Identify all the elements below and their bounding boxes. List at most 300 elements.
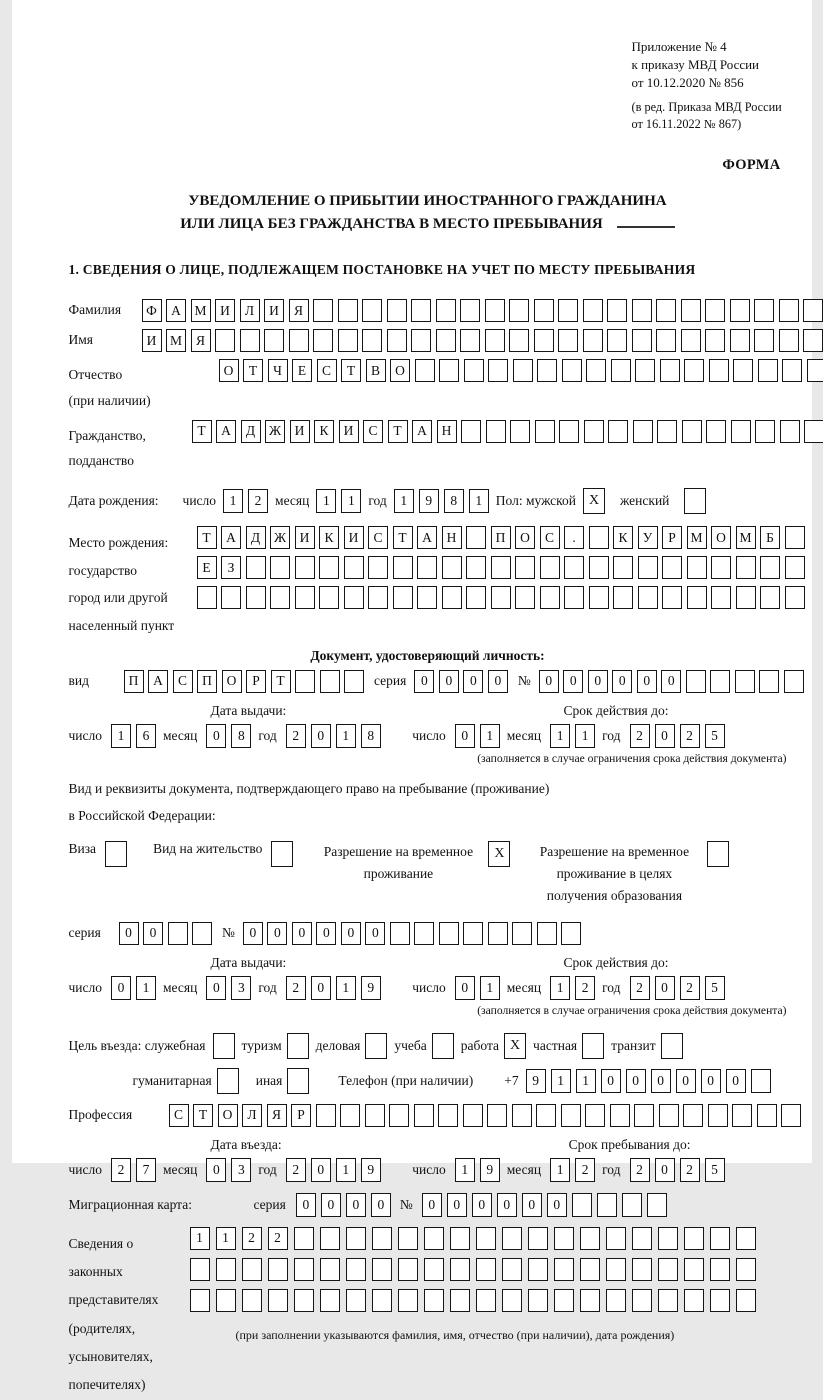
char-box[interactable]: 0 — [371, 1193, 391, 1217]
char-box[interactable] — [622, 1193, 642, 1217]
char-box[interactable] — [411, 329, 431, 352]
char-box[interactable] — [607, 299, 627, 322]
res-number-boxes[interactable] — [243, 922, 582, 945]
char-box[interactable] — [389, 1104, 409, 1127]
char-box[interactable] — [611, 359, 631, 382]
char-box[interactable]: 0 — [601, 1069, 621, 1093]
char-box[interactable]: М — [736, 526, 756, 549]
stay-year[interactable] — [630, 1158, 725, 1182]
char-box[interactable]: 8 — [231, 724, 251, 748]
char-box[interactable]: 2 — [286, 724, 306, 748]
char-box[interactable] — [535, 420, 555, 443]
char-box[interactable]: З — [221, 556, 241, 579]
stay-day[interactable] — [455, 1158, 500, 1182]
char-box[interactable]: 0 — [365, 922, 385, 945]
char-box[interactable] — [632, 299, 652, 322]
char-box[interactable]: 2 — [630, 976, 650, 1000]
char-box[interactable] — [513, 359, 533, 382]
res-valid-month[interactable] — [550, 976, 595, 1000]
char-box[interactable] — [450, 1227, 470, 1250]
char-box[interactable] — [414, 922, 434, 945]
char-box[interactable]: С — [540, 526, 560, 549]
char-box[interactable] — [439, 359, 459, 382]
char-box[interactable]: Р — [662, 526, 682, 549]
char-box[interactable] — [782, 359, 802, 382]
char-box[interactable] — [709, 359, 729, 382]
char-box[interactable] — [684, 1227, 704, 1250]
res-series-boxes[interactable] — [119, 922, 213, 945]
char-box[interactable] — [803, 299, 823, 322]
char-box[interactable]: А — [148, 670, 168, 693]
birthplace-boxes-2[interactable] — [197, 556, 805, 579]
char-box[interactable] — [268, 1258, 288, 1281]
char-box[interactable] — [705, 299, 725, 322]
char-box[interactable] — [634, 1104, 654, 1127]
char-box[interactable]: П — [124, 670, 144, 693]
char-box[interactable]: 2 — [248, 489, 268, 513]
char-box[interactable]: Ж — [270, 526, 290, 549]
char-box[interactable] — [681, 329, 701, 352]
char-box[interactable] — [608, 420, 628, 443]
char-box[interactable] — [515, 556, 535, 579]
char-box[interactable] — [294, 1289, 314, 1312]
char-box[interactable] — [476, 1227, 496, 1250]
id-number-boxes[interactable] — [539, 670, 804, 693]
char-box[interactable] — [684, 359, 704, 382]
char-box[interactable] — [589, 556, 609, 579]
char-box[interactable] — [246, 586, 266, 609]
char-box[interactable] — [476, 1258, 496, 1281]
char-box[interactable] — [415, 359, 435, 382]
char-box[interactable] — [585, 1104, 605, 1127]
char-box[interactable] — [264, 329, 284, 352]
migration-series-boxes[interactable] — [296, 1193, 391, 1217]
char-box[interactable]: 0 — [655, 724, 675, 748]
char-box[interactable] — [561, 1104, 581, 1127]
char-box[interactable]: 0 — [472, 1193, 492, 1217]
char-box[interactable]: П — [197, 670, 217, 693]
char-box[interactable] — [732, 1104, 752, 1127]
char-box[interactable] — [711, 586, 731, 609]
char-box[interactable]: Т — [271, 670, 291, 693]
char-box[interactable]: 0 — [455, 976, 475, 1000]
char-box[interactable] — [610, 1104, 630, 1127]
char-box[interactable] — [294, 1227, 314, 1250]
char-box[interactable] — [710, 1227, 730, 1250]
char-box[interactable] — [344, 586, 364, 609]
char-box[interactable]: К — [319, 526, 339, 549]
char-box[interactable] — [682, 420, 702, 443]
char-box[interactable] — [246, 556, 266, 579]
char-box[interactable]: О — [219, 359, 239, 382]
char-box[interactable]: О — [390, 359, 410, 382]
char-box[interactable] — [320, 1289, 340, 1312]
char-box[interactable] — [463, 1104, 483, 1127]
female-checkbox[interactable] — [684, 488, 706, 514]
purpose-study-checkbox[interactable] — [432, 1033, 454, 1059]
char-box[interactable] — [564, 586, 584, 609]
char-box[interactable] — [502, 1258, 522, 1281]
char-box[interactable]: 0 — [296, 1193, 316, 1217]
char-box[interactable]: Л — [242, 1104, 262, 1127]
char-box[interactable] — [537, 359, 557, 382]
char-box[interactable]: 1 — [550, 1158, 570, 1182]
char-box[interactable] — [733, 359, 753, 382]
char-box[interactable] — [372, 1289, 392, 1312]
char-box[interactable]: Я — [267, 1104, 287, 1127]
char-box[interactable] — [785, 586, 805, 609]
char-box[interactable]: 0 — [439, 670, 459, 693]
char-box[interactable] — [779, 329, 799, 352]
char-box[interactable] — [632, 1258, 652, 1281]
char-box[interactable] — [662, 586, 682, 609]
char-box[interactable] — [372, 1258, 392, 1281]
char-box[interactable]: 0 — [547, 1193, 567, 1217]
phone-boxes[interactable] — [526, 1069, 771, 1093]
char-box[interactable] — [486, 420, 506, 443]
char-box[interactable] — [638, 556, 658, 579]
char-box[interactable] — [613, 586, 633, 609]
char-box[interactable]: А — [166, 299, 186, 322]
char-box[interactable]: . — [564, 526, 584, 549]
char-box[interactable] — [338, 299, 358, 322]
char-box[interactable]: И — [339, 420, 359, 443]
char-box[interactable] — [534, 329, 554, 352]
char-box[interactable]: Т — [193, 1104, 213, 1127]
stay-month[interactable] — [550, 1158, 595, 1182]
char-box[interactable] — [607, 329, 627, 352]
char-box[interactable] — [316, 1104, 336, 1127]
char-box[interactable] — [528, 1258, 548, 1281]
char-box[interactable] — [242, 1258, 262, 1281]
char-box[interactable]: 0 — [463, 670, 483, 693]
char-box[interactable] — [320, 670, 340, 693]
char-box[interactable] — [562, 359, 582, 382]
profession-boxes[interactable] — [169, 1104, 802, 1127]
char-box[interactable] — [372, 1227, 392, 1250]
char-box[interactable]: И — [215, 299, 235, 322]
char-box[interactable]: С — [363, 420, 383, 443]
char-box[interactable]: О — [218, 1104, 238, 1127]
id-series-boxes[interactable] — [414, 670, 508, 693]
char-box[interactable]: 1 — [316, 489, 336, 513]
entry-day[interactable] — [111, 1158, 156, 1182]
char-box[interactable]: Д — [246, 526, 266, 549]
char-box[interactable] — [638, 586, 658, 609]
char-box[interactable] — [485, 299, 505, 322]
char-box[interactable]: А — [412, 420, 432, 443]
char-box[interactable]: 1 — [551, 1069, 571, 1093]
char-box[interactable]: 0 — [321, 1193, 341, 1217]
char-box[interactable] — [491, 556, 511, 579]
char-box[interactable] — [528, 1289, 548, 1312]
char-box[interactable] — [580, 1227, 600, 1250]
char-box[interactable] — [509, 299, 529, 322]
id-issue-month[interactable] — [206, 724, 251, 748]
char-box[interactable]: И — [290, 420, 310, 443]
char-box[interactable]: 0 — [701, 1069, 721, 1093]
char-box[interactable]: И — [264, 299, 284, 322]
char-box[interactable] — [759, 670, 779, 693]
id-issue-year[interactable] — [286, 724, 381, 748]
char-box[interactable]: С — [173, 670, 193, 693]
char-box[interactable]: 0 — [655, 976, 675, 1000]
char-box[interactable]: А — [417, 526, 437, 549]
char-box[interactable] — [270, 586, 290, 609]
char-box[interactable]: О — [711, 526, 731, 549]
char-box[interactable] — [450, 1258, 470, 1281]
char-box[interactable]: 1 — [111, 724, 131, 748]
char-box[interactable] — [633, 420, 653, 443]
char-box[interactable] — [461, 420, 481, 443]
char-box[interactable]: 1 — [190, 1227, 210, 1250]
char-box[interactable]: Т — [243, 359, 263, 382]
char-box[interactable]: 0 — [111, 976, 131, 1000]
char-box[interactable]: 1 — [136, 976, 156, 1000]
char-box[interactable]: 0 — [292, 922, 312, 945]
char-box[interactable] — [760, 586, 780, 609]
char-box[interactable] — [537, 922, 557, 945]
char-box[interactable] — [731, 420, 751, 443]
char-box[interactable]: О — [515, 526, 535, 549]
char-box[interactable] — [807, 359, 823, 382]
char-box[interactable]: 9 — [419, 489, 439, 513]
purpose-private-checkbox[interactable] — [582, 1033, 604, 1059]
char-box[interactable]: 1 — [576, 1069, 596, 1093]
char-box[interactable]: 0 — [206, 724, 226, 748]
patronymic-boxes[interactable] — [219, 359, 823, 382]
char-box[interactable]: 0 — [414, 670, 434, 693]
char-box[interactable]: 2 — [680, 976, 700, 1000]
char-box[interactable]: Е — [292, 359, 312, 382]
purpose-transit-checkbox[interactable] — [661, 1033, 683, 1059]
char-box[interactable]: 2 — [111, 1158, 131, 1182]
char-box[interactable] — [580, 1289, 600, 1312]
char-box[interactable] — [216, 1258, 236, 1281]
char-box[interactable] — [442, 586, 462, 609]
char-box[interactable] — [512, 1104, 532, 1127]
char-box[interactable] — [705, 329, 725, 352]
char-box[interactable]: С — [169, 1104, 189, 1127]
char-box[interactable] — [536, 1104, 556, 1127]
char-box[interactable]: В — [366, 359, 386, 382]
char-box[interactable] — [215, 329, 235, 352]
char-box[interactable]: 0 — [726, 1069, 746, 1093]
char-box[interactable] — [424, 1227, 444, 1250]
char-box[interactable] — [730, 299, 750, 322]
name-boxes[interactable] — [142, 329, 823, 352]
char-box[interactable] — [684, 1289, 704, 1312]
char-box[interactable] — [387, 299, 407, 322]
char-box[interactable] — [751, 1069, 771, 1093]
char-box[interactable] — [390, 922, 410, 945]
char-box[interactable] — [736, 556, 756, 579]
char-box[interactable] — [635, 359, 655, 382]
char-box[interactable]: 2 — [680, 1158, 700, 1182]
char-box[interactable] — [190, 1289, 210, 1312]
char-box[interactable]: 9 — [526, 1069, 546, 1093]
char-box[interactable] — [730, 329, 750, 352]
char-box[interactable] — [540, 556, 560, 579]
char-box[interactable]: 0 — [661, 670, 681, 693]
char-box[interactable] — [295, 556, 315, 579]
char-box[interactable] — [463, 922, 483, 945]
char-box[interactable]: 6 — [136, 724, 156, 748]
char-box[interactable] — [534, 299, 554, 322]
char-box[interactable] — [417, 586, 437, 609]
char-box[interactable]: Т — [341, 359, 361, 382]
char-box[interactable] — [572, 1193, 592, 1217]
res-issue-day[interactable] — [111, 976, 156, 1000]
char-box[interactable] — [439, 922, 459, 945]
char-box[interactable]: 2 — [680, 724, 700, 748]
birthplace-boxes-3[interactable] — [197, 586, 805, 609]
char-box[interactable] — [586, 359, 606, 382]
char-box[interactable] — [736, 586, 756, 609]
char-box[interactable] — [240, 329, 260, 352]
char-box[interactable] — [554, 1258, 574, 1281]
char-box[interactable] — [613, 556, 633, 579]
char-box[interactable] — [344, 556, 364, 579]
purpose-official-checkbox[interactable] — [213, 1033, 235, 1059]
char-box[interactable] — [313, 299, 333, 322]
char-box[interactable] — [735, 670, 755, 693]
char-box[interactable] — [398, 1289, 418, 1312]
char-box[interactable] — [338, 329, 358, 352]
char-box[interactable]: 1 — [455, 1158, 475, 1182]
char-box[interactable]: 0 — [612, 670, 632, 693]
purpose-other-checkbox[interactable] — [287, 1068, 309, 1094]
char-box[interactable] — [558, 329, 578, 352]
char-box[interactable]: 1 — [575, 724, 595, 748]
char-box[interactable]: Ч — [268, 359, 288, 382]
char-box[interactable] — [758, 359, 778, 382]
char-box[interactable]: 0 — [488, 670, 508, 693]
char-box[interactable]: 8 — [361, 724, 381, 748]
char-box[interactable] — [393, 586, 413, 609]
residence-permit-checkbox[interactable] — [271, 841, 293, 867]
visa-checkbox[interactable] — [105, 841, 127, 867]
char-box[interactable]: М — [687, 526, 707, 549]
char-box[interactable] — [659, 1104, 679, 1127]
char-box[interactable] — [346, 1289, 366, 1312]
char-box[interactable] — [583, 299, 603, 322]
char-box[interactable] — [589, 526, 609, 549]
char-box[interactable] — [684, 1258, 704, 1281]
char-box[interactable]: 0 — [267, 922, 287, 945]
char-box[interactable]: 0 — [588, 670, 608, 693]
char-box[interactable]: Л — [240, 299, 260, 322]
char-box[interactable] — [424, 1258, 444, 1281]
char-box[interactable] — [554, 1227, 574, 1250]
char-box[interactable]: 1 — [336, 976, 356, 1000]
char-box[interactable]: 1 — [550, 724, 570, 748]
char-box[interactable] — [387, 329, 407, 352]
char-box[interactable]: 1 — [336, 1158, 356, 1182]
migration-number-boxes[interactable] — [422, 1193, 667, 1217]
char-box[interactable]: М — [191, 299, 211, 322]
char-box[interactable] — [460, 329, 480, 352]
char-box[interactable]: 0 — [143, 922, 163, 945]
char-box[interactable] — [660, 359, 680, 382]
char-box[interactable] — [657, 420, 677, 443]
char-box[interactable]: К — [314, 420, 334, 443]
char-box[interactable] — [168, 922, 188, 945]
char-box[interactable]: Н — [442, 526, 462, 549]
char-box[interactable]: 0 — [637, 670, 657, 693]
id-valid-year[interactable] — [630, 724, 725, 748]
char-box[interactable]: 1 — [469, 489, 489, 513]
char-box[interactable]: 3 — [231, 1158, 251, 1182]
char-box[interactable] — [436, 329, 456, 352]
char-box[interactable]: И — [344, 526, 364, 549]
char-box[interactable] — [564, 556, 584, 579]
char-box[interactable]: 0 — [651, 1069, 671, 1093]
char-box[interactable] — [320, 1227, 340, 1250]
char-box[interactable]: И — [295, 526, 315, 549]
char-box[interactable] — [192, 922, 212, 945]
char-box[interactable] — [656, 299, 676, 322]
char-box[interactable] — [344, 670, 364, 693]
char-box[interactable] — [658, 1258, 678, 1281]
char-box[interactable]: 1 — [216, 1227, 236, 1250]
char-box[interactable] — [785, 526, 805, 549]
char-box[interactable] — [760, 556, 780, 579]
char-box[interactable] — [561, 922, 581, 945]
birth-day-boxes[interactable] — [223, 489, 268, 513]
char-box[interactable]: 7 — [136, 1158, 156, 1182]
char-box[interactable]: С — [368, 526, 388, 549]
res-valid-year[interactable] — [630, 976, 725, 1000]
char-box[interactable] — [512, 922, 532, 945]
char-box[interactable] — [485, 329, 505, 352]
char-box[interactable] — [754, 299, 774, 322]
char-box[interactable] — [647, 1193, 667, 1217]
char-box[interactable]: И — [142, 329, 162, 352]
char-box[interactable]: У — [638, 526, 658, 549]
char-box[interactable] — [460, 299, 480, 322]
char-box[interactable] — [757, 1104, 777, 1127]
char-box[interactable] — [190, 1258, 210, 1281]
char-box[interactable] — [662, 556, 682, 579]
char-box[interactable] — [509, 329, 529, 352]
char-box[interactable] — [346, 1258, 366, 1281]
char-box[interactable] — [804, 420, 823, 443]
char-box[interactable]: О — [222, 670, 242, 693]
char-box[interactable]: 8 — [444, 489, 464, 513]
char-box[interactable]: 5 — [705, 724, 725, 748]
char-box[interactable] — [393, 556, 413, 579]
char-box[interactable] — [632, 1227, 652, 1250]
char-box[interactable] — [706, 420, 726, 443]
char-box[interactable]: 0 — [341, 922, 361, 945]
char-box[interactable] — [583, 329, 603, 352]
char-box[interactable] — [320, 1258, 340, 1281]
char-box[interactable] — [779, 299, 799, 322]
char-box[interactable]: 0 — [626, 1069, 646, 1093]
char-box[interactable] — [362, 299, 382, 322]
char-box[interactable]: 0 — [655, 1158, 675, 1182]
char-box[interactable]: 2 — [630, 1158, 650, 1182]
char-box[interactable] — [658, 1289, 678, 1312]
char-box[interactable] — [540, 586, 560, 609]
char-box[interactable] — [606, 1227, 626, 1250]
char-box[interactable]: 0 — [119, 922, 139, 945]
male-checkbox[interactable]: X — [583, 488, 605, 514]
char-box[interactable] — [242, 1289, 262, 1312]
char-box[interactable] — [216, 1289, 236, 1312]
char-box[interactable] — [711, 556, 731, 579]
